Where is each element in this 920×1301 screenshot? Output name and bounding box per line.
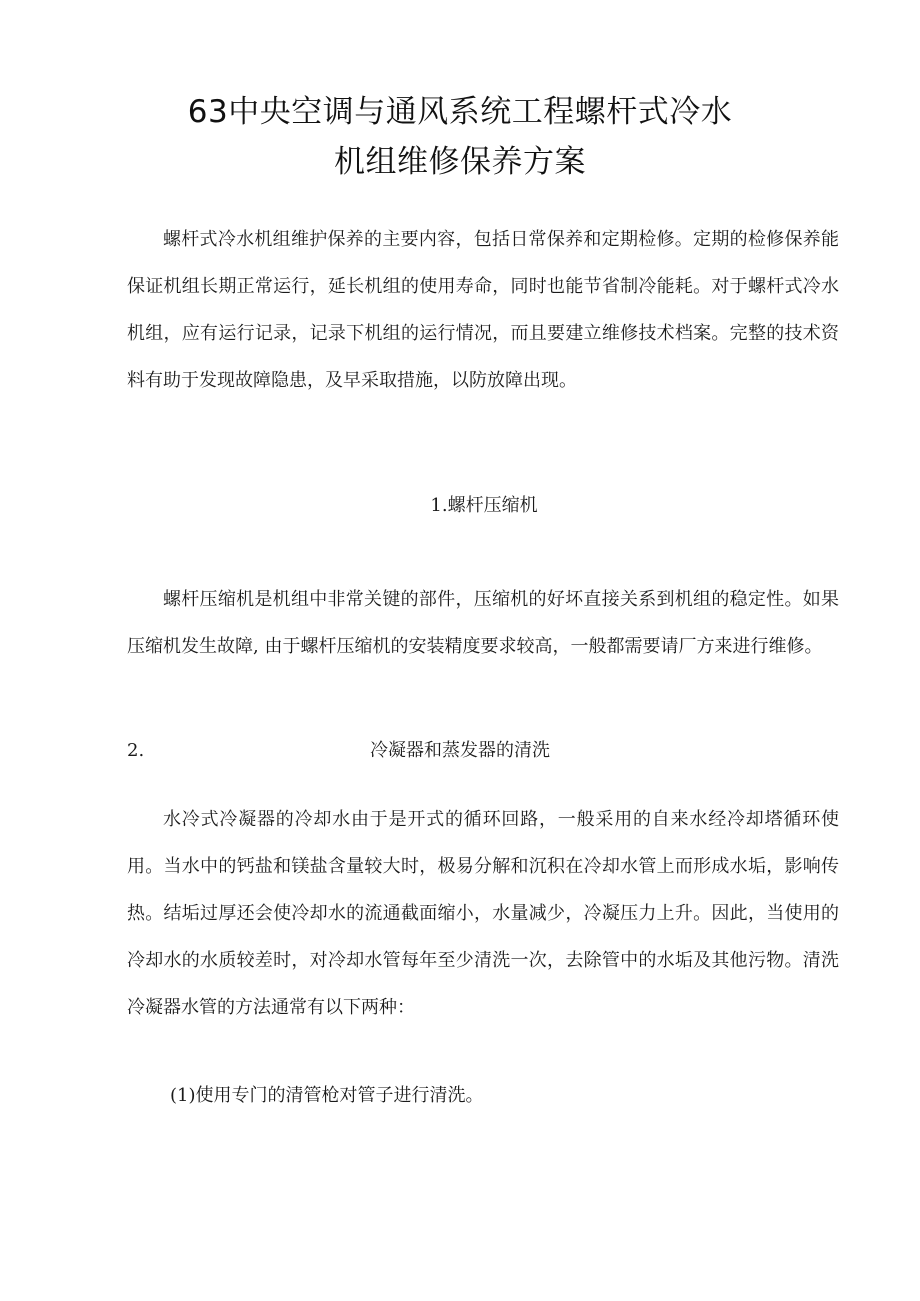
section-2-heading: 冷凝器和蒸发器的清洗 (370, 740, 550, 761)
section-2-number: 2. (127, 740, 145, 761)
section-1-paragraph: 螺杆压缩机是机组中非常关键的部件，压缩机的好坏直接关系到机组的稳定性。如果压缩机发生故障, 由于螺杆压缩机的安装精度要求较高，一般都需要请厂方来进行维修。 (127, 589, 839, 657)
section-1-heading: 1.螺杆压缩机 (430, 495, 538, 516)
section-2-paragraph: 水冷式冷凝器的冷却水由于是开式的循环回路，一般采用的自来水经冷却塔循环使用。当水中的钙盐和镁盐含量较大时，极易分解和沉积在冷却水管上而形成水垢，影响传热。结垢过厚还会使冷却水的流通截面缩小，水量减少，冷凝压力上升。因此，当使用的冷却水的水质较差时，对冷却水管每年至少清洗一次，去除管中的水垢及其他污物。清洗冷凝器水管的方法通常有以下两种： (127, 809, 839, 1018)
document-title-line-1: 63中央空调与通风系统工程螺杆式冷水 (187, 94, 733, 130)
intro-paragraph: 螺杆式冷水机组维护保养的主要内容，包括日常保养和定期检修。定期的检修保养能保证机组长期正常运行，延长机组的使用寿命，同时也能节省制冷能耗。对于螺杆式冷水机组，应有运行记录，记录下机组的运行情况，而且要建立维修技术档案。完整的技术资料有助于发现故障隐患，及早采取措施，以防放障出现。 (127, 229, 839, 391)
document-title-line-2: 机组维修保养方案 (334, 144, 586, 180)
cleaning-method-1: (1)使用专门的清管枪对管子进行清洗。 (170, 1085, 484, 1106)
